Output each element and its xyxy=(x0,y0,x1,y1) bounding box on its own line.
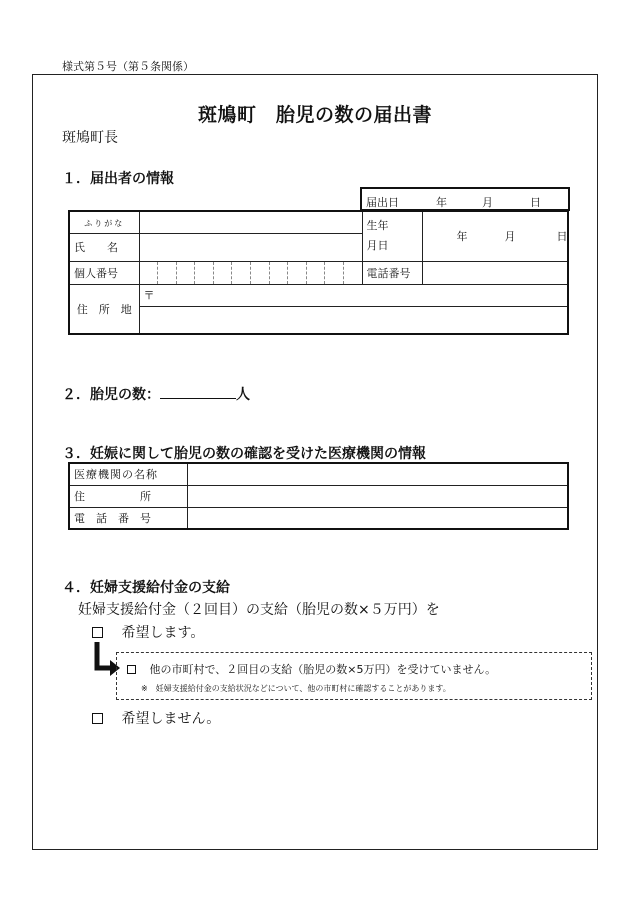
date-year-label: 年 xyxy=(436,196,447,209)
fetus-count-field[interactable] xyxy=(160,384,236,399)
furigana-field[interactable] xyxy=(139,211,362,233)
digit-cell[interactable] xyxy=(306,262,325,284)
option-yes[interactable] xyxy=(92,622,204,642)
checkbox-no[interactable] xyxy=(92,713,103,724)
digit-cell[interactable] xyxy=(269,262,288,284)
furigana-label-cell xyxy=(69,211,139,233)
digit-cell[interactable] xyxy=(157,262,176,284)
section4-text: 妊婦支援給付金（２回目）の支給（胎児の数×５万円）を xyxy=(78,602,440,618)
phone-label: 電話番号 xyxy=(366,266,411,280)
recipient: 斑鳩町長 xyxy=(62,130,118,146)
phone-label-cell xyxy=(362,261,422,284)
digit-cell[interactable] xyxy=(176,262,195,284)
birth-month-label: 月 xyxy=(504,230,516,244)
date-day-label: 日 xyxy=(530,196,541,209)
medical-institution-table xyxy=(68,462,569,530)
date-month-label: 月 xyxy=(482,196,493,209)
sub-option-box xyxy=(116,652,592,700)
birthdate-field[interactable] xyxy=(422,211,568,261)
name-label-cell xyxy=(69,233,139,261)
institution-address-label-cell xyxy=(69,485,187,507)
mynumber-field[interactable] xyxy=(139,261,362,284)
postal-mark: 〒 xyxy=(143,289,155,302)
fetus-count-unit: 人 xyxy=(236,387,250,403)
form-number: 様式第５号（第５条関係） xyxy=(62,60,194,73)
section2-heading xyxy=(62,384,250,404)
address-field[interactable] xyxy=(139,306,568,334)
sub-option[interactable] xyxy=(127,661,496,677)
option-no[interactable] xyxy=(92,708,220,728)
address-label-cell xyxy=(69,284,139,334)
digit-cell[interactable] xyxy=(140,262,158,284)
digit-cell[interactable] xyxy=(324,262,343,284)
sub-option-note: ※ 妊婦支援給付金の支給状況などについて、他の市町村に確認することがあります。 xyxy=(141,684,451,693)
name-label: 氏 名 xyxy=(74,241,118,254)
fetus-count-label: ２．胎児の数： xyxy=(62,387,160,403)
digit-cell[interactable] xyxy=(343,262,362,284)
birth-year-label: 年 xyxy=(456,230,468,244)
digit-cell[interactable] xyxy=(250,262,269,284)
institution-address-label: 住 所 xyxy=(74,490,151,503)
digit-cell[interactable] xyxy=(231,262,250,284)
institution-name-label-cell xyxy=(69,463,187,485)
mynumber-label-cell xyxy=(69,261,139,284)
section1-heading: １．届出者の情報 xyxy=(62,171,174,187)
document-title: 斑鳩町 胎児の数の届出書 xyxy=(197,104,432,126)
section4-heading: ４．妊婦支援給付金の支給 xyxy=(62,580,230,596)
address-label: 住 所 地 xyxy=(76,302,132,316)
birthdate-label-1: 生年 xyxy=(366,219,389,233)
sub-option-label: 他の市町村で、２回目の支給（胎児の数×5万円）を受けていません。 xyxy=(149,663,497,676)
option-no-label: 希望しません。 xyxy=(121,711,221,727)
date-label: 届出日 xyxy=(366,196,399,209)
birthdate-label-2: 月日 xyxy=(366,239,389,253)
digit-cell[interactable] xyxy=(287,262,306,284)
mynumber-label: 個人番号 xyxy=(74,266,118,280)
section3-heading: ３．妊娠に関して胎児の数の確認を受けた医療機関の情報 xyxy=(62,446,426,462)
digit-cell[interactable] xyxy=(213,262,232,284)
institution-name-field[interactable] xyxy=(187,463,568,485)
birth-day-label: 日 xyxy=(556,230,568,244)
checkbox-yes[interactable] xyxy=(92,627,103,638)
institution-name-label: 医療機関の名称 xyxy=(74,468,158,482)
checkbox-sub-option[interactable] xyxy=(127,665,136,674)
postal-code-field[interactable] xyxy=(139,284,568,306)
applicant-info-table xyxy=(68,210,569,335)
submission-date-box[interactable] xyxy=(360,187,570,211)
institution-address-field[interactable] xyxy=(187,485,568,507)
birthdate-label-cell xyxy=(362,211,422,261)
furigana-label: ふりがな xyxy=(84,218,125,228)
digit-cell[interactable] xyxy=(194,262,213,284)
institution-phone-label-cell xyxy=(69,507,187,529)
institution-phone-label: 電 話 番 号 xyxy=(74,511,151,525)
name-field[interactable] xyxy=(139,233,362,261)
institution-phone-field[interactable] xyxy=(187,507,568,529)
option-yes-label: 希望します。 xyxy=(121,625,205,641)
phone-field[interactable] xyxy=(422,261,568,284)
